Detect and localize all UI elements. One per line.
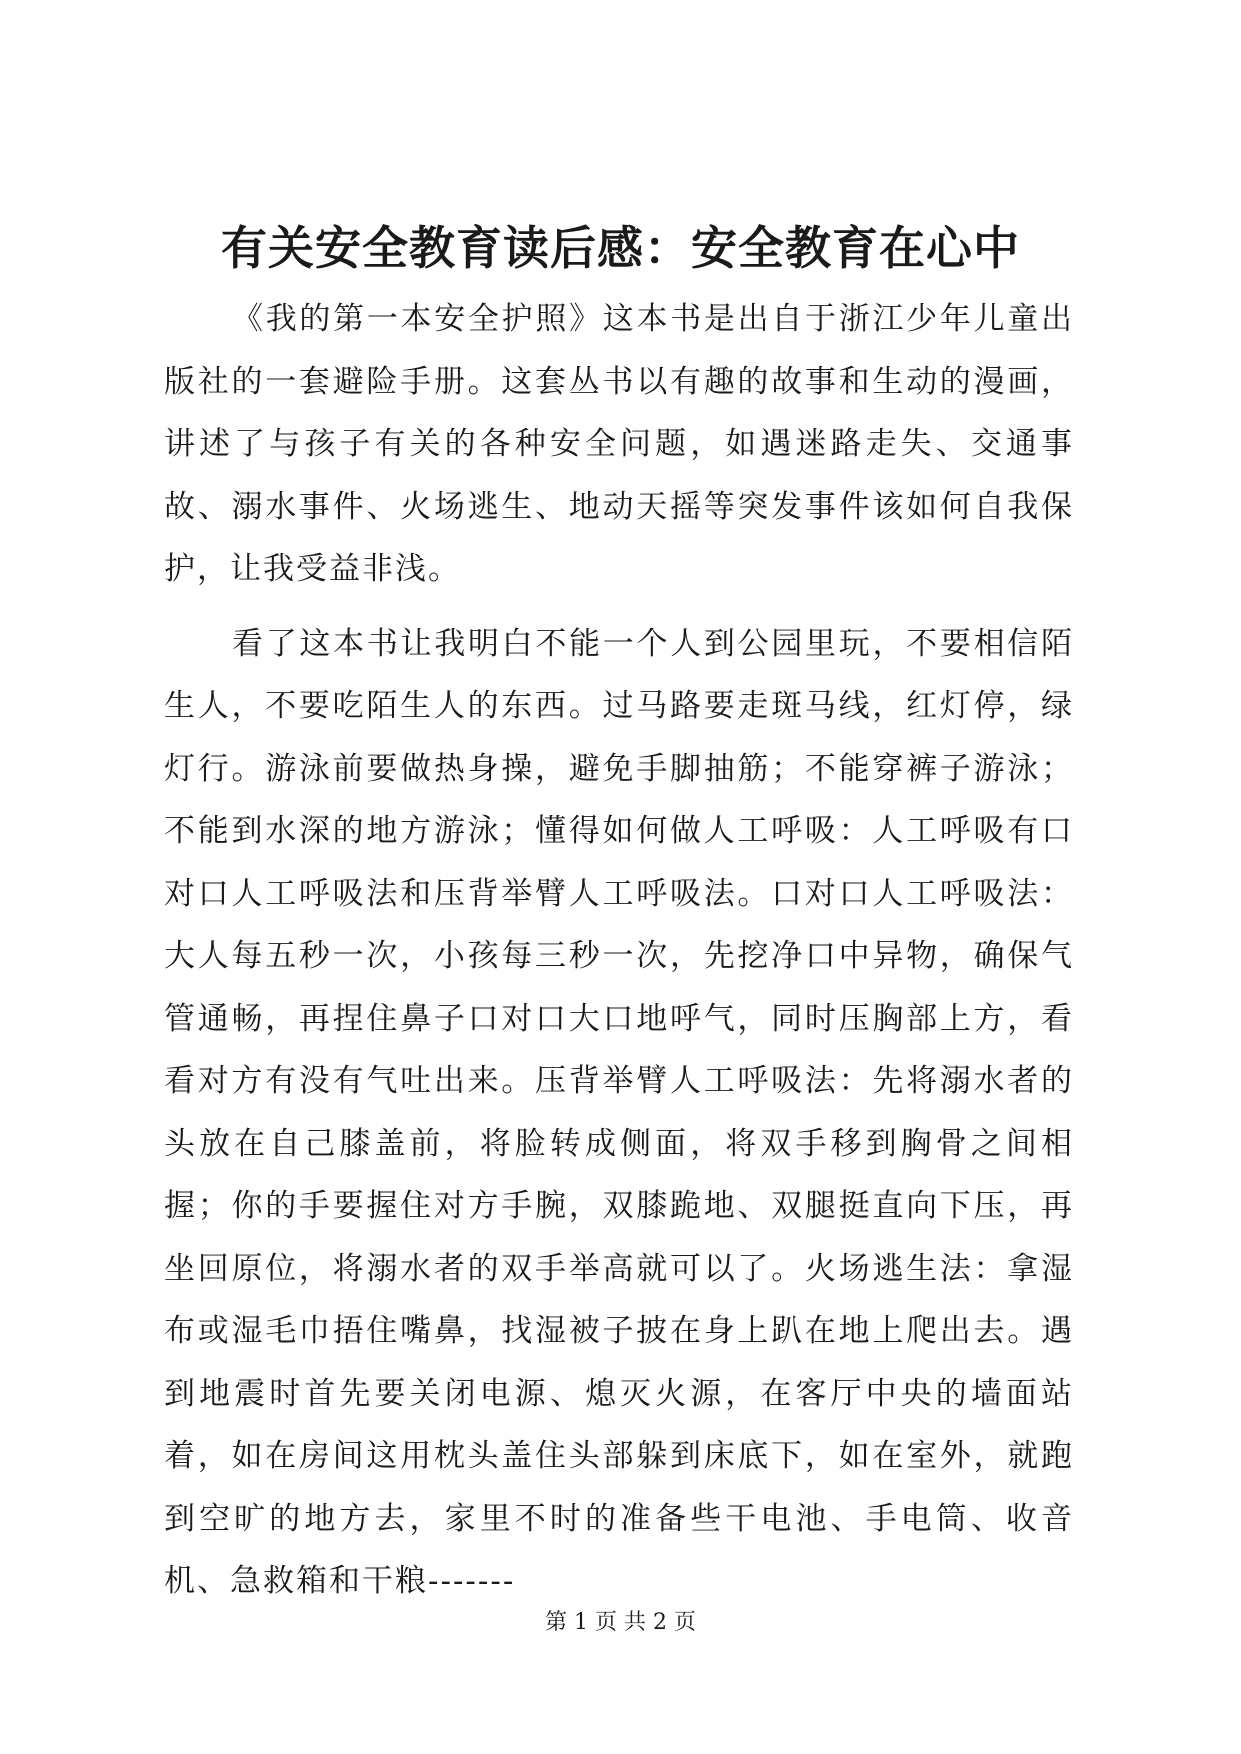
paragraph-1: 《我的第一本安全护照》这本书是出自于浙江少年儿童出版社的一套避险手册。这套丛书以有趣的故事和生动的漫画，讲述了与孩子有关的各种安全问题，如遇迷路走失、交通事故、溺水事件、火场逃生、地动天摇等突发事件该如何自我保护，让我受益非浅。 [164,301,1074,587]
paragraph-2: 看了这本书让我明白不能一个人到公园里玩，不要相信陌生人，不要吃陌生人的东西。过马路要走斑马线，红灯停，绿灯行。游泳前要做热身操，避免手脚抽筋；不能穿裤子游泳；不能到水深的地方游泳；懂得如何做人工呼吸：人工呼吸有口对口人工呼吸法和压背举臂人工呼吸法。口对口人工呼吸法：大人每五秒一次，小孩每三秒一次，先挖净口中异物，确保气管通畅，再捏住鼻子口对口大口地呼气，同时压胸部上方，看看对方有没有气吐出来。压背举臂人工呼吸法：先将溺水者的头放在自己膝盖前，将脸转成侧面，将双手移到胸骨之间相握；你的手要握住对方手腕，双膝跪地、双腿挺直向下压，再坐回原位，将溺水者的双手举高就可以了。火场逃生法：拿湿布或湿毛巾捂住嘴鼻，找湿被子披在身上趴在地上爬出去。遇到地震时首先要关闭电源、熄灭火源，在客厅中央的墙面站着，如在房间这用枕头盖住头部躲到床底下，如在室外，就跑到空旷的地方去，家里不时的准备些干电池、手电筒、收音机、急救箱和干粮------- [164,625,1074,1599]
document-body [164,288,1074,1613]
page-footer: 第 1 页 共 2 页 [545,1610,696,1635]
document-title: 有关安全教育读后感：安全教育在心中 [221,221,1020,275]
